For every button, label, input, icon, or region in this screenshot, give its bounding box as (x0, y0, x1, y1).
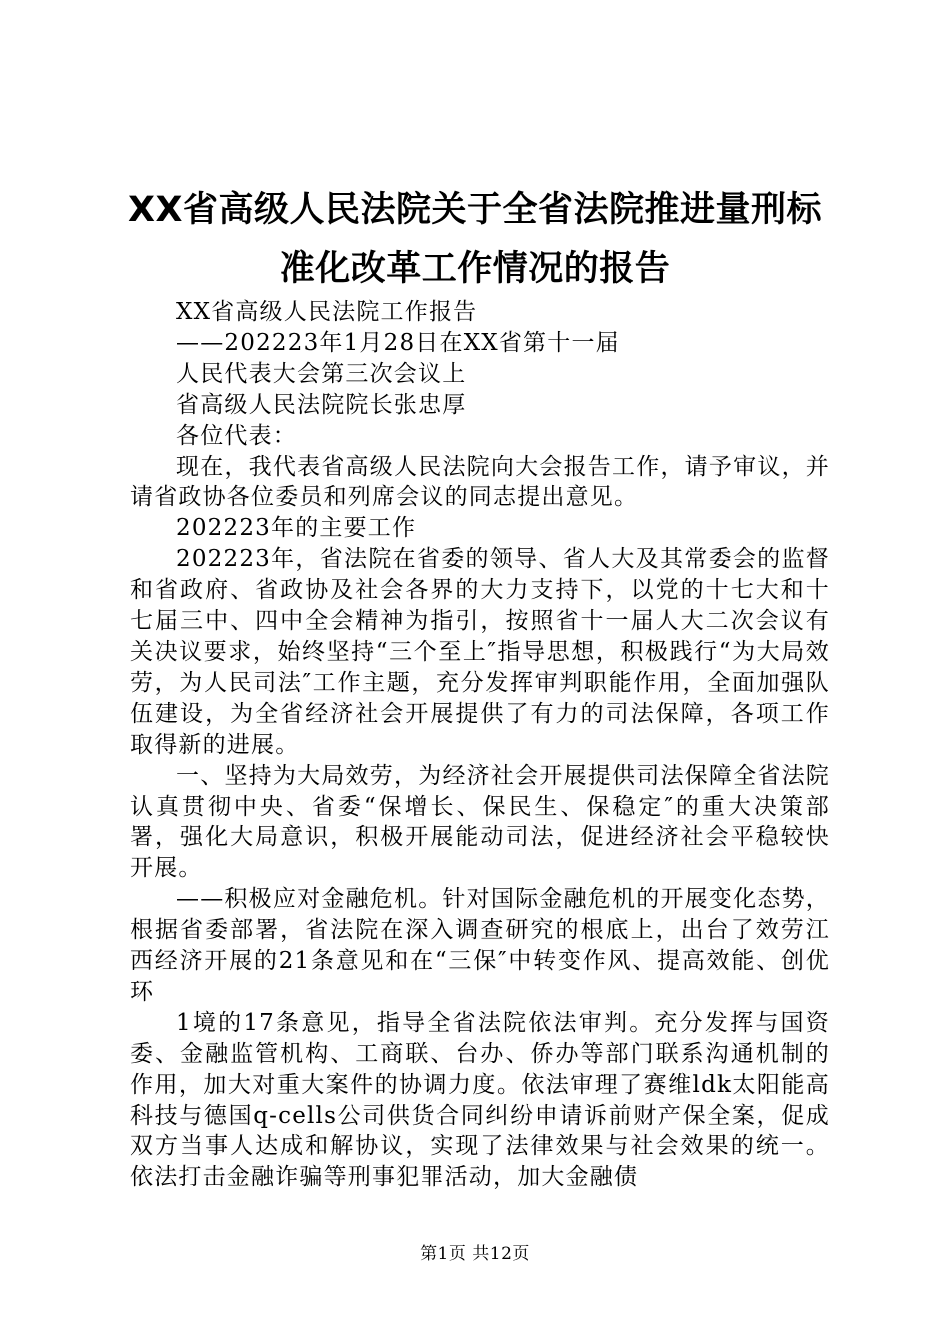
report-heading: XX省高级人民法院工作报告 (176, 299, 478, 325)
report-date-line: ——202223年1月28日在XX省第十一届 (176, 329, 620, 356)
document-title-line-2: 准化改革工作情况的报告 (279, 249, 671, 289)
page-footer: 第1页 共12页 (420, 1244, 530, 1264)
paragraph: 202223年，省法院在省委的领导、省人大及其常委会的监督和省政府、省政协及社会各界的大力支持下，以党的十七大和十七届三中、四中全会精神为指引，按照省十一届人大二次会议有关决议要求，始终坚持“三个至上″指导思想，积极践行“为大局效劳，为人民司法″工作主题，充分发挥审判职能作用，全面加强队伍建设，为全省经济社会开展提供了有力的司法保障，各项工作取得新的进展。 (130, 546, 830, 758)
paragraph: 现在，我代表省高级人民法院向大会报告工作，请予审议，并请省政协各位委员和列席会议的同志提出意见。 (130, 453, 830, 511)
document-title-line-1: XX省高级人民法院关于全省法院推进量刑标 (128, 190, 822, 230)
report-meeting-line: 人民代表大会第三次会议上 (176, 360, 467, 387)
paragraph: 1境的17条意见，指导全省法院依法审判。充分发挥与国资委、金融监管机构、工商联、台办、侨办等部门联系沟通机制的作用，加大对重大案件的协调力度。依法审理了赛维ldk太阳能高科技与德国q-cells公司供货合同纠纷申请诉前财产保全案，促成双方当事人达成和解协议，实现了法律效果与社会效果的统一。依法打击金融诈骗等刑事犯罪活动，加大金融债 (130, 1009, 830, 1191)
salutation: 各位代表： (176, 422, 297, 449)
report-author-line: 省高级人民法院院长张忠厚 (176, 391, 467, 418)
section-heading: 202223年的主要工作 (176, 515, 417, 542)
paragraph: ——积极应对金融危机。针对国际金融危机的开展变化态势，根据省委部署，省法院在深入调查研究的根底上，出台了效劳江西经济开展的21条意见和在“三保″中转变作风、提高效能、创优环 (130, 886, 830, 1005)
paragraph: 一、坚持为大局效劳，为经济社会开展提供司法保障全省法院认真贯彻中央、省委“保增长、保民生、保稳定″的重大决策部署，强化大局意识，积极开展能动司法，促进经济社会平稳较快开展。 (130, 762, 830, 882)
document-body (130, 297, 830, 1193)
